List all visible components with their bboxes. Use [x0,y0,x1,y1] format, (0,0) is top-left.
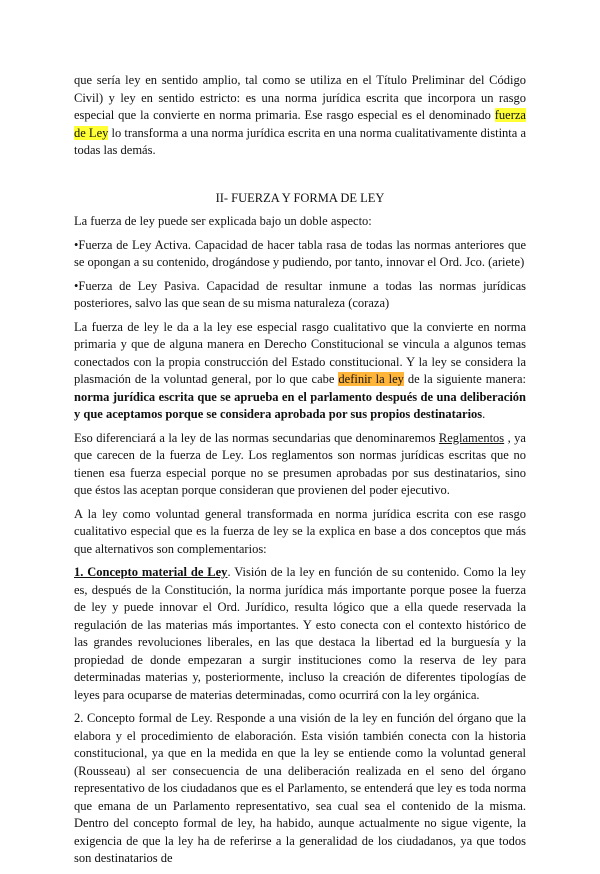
paragraph-voluntad-general: A la ley como voluntad general transformada en norma jurídica escrita con ese rasgo cualitativo especial que es la fuerza de ley se la explica en base a dos conceptos que más que alternativos son complementarios: [74,506,526,556]
bullet-ley-activa: •Fuerza de Ley Activa. Capacidad de hacer tabla rasa de todas las normas anteriores que se opongan a su contenido, drogándose y pudiendo, por tanto, innovar el Ord. Jco. (ariete) [74,237,526,269]
underline-reglamentos: Reglamentos [438,430,505,445]
text-span: lo transforma a una norma jurídica escrita en una norma cualitativamente distinta a todas las demás. [74,125,526,157]
highlight-fuerza-de-ley: fuerza de Ley [74,108,526,140]
text-span: . [482,407,486,421]
highlight-definir-ley: definir la ley [338,372,404,386]
text-span: de la siguiente manera: [403,372,526,386]
text-span: La fuerza de ley le da a la ley ese especial rasgo cualitativo que la convierte en norma primaria y que de alguna manera en Derecho Constitucional se vincula a algunos temas conectados con la propia construcción del Estado constitucional. Y la ley se considera la plasmación de la voluntad general, por lo que cabe [74,319,526,386]
text-span: . Visión de la ley en función de su contenido. Como la ley es, después de la Constitución, la norma jurídica más importante porque posee la fuerza de ley y puede innovar el Ord. Jurídico, resulta lógico que a ella quede reservada la regulación de las materias más importantes. Y esto conecta con el contexto histórico de las grandes revoluciones liberales, en las que destaca la libertad ed la burguesía y la propiedad de donde empezaran a surgir instituciones como la reserva de ley para determinadas materias y, posteriormente, incluso la creación de diferentes tipologías de leyes para ocuparse de materias determinadas, como ocurrirá con la ley orgánica. [74,565,526,702]
paragraph-fuerza-de-ley-intro [74,72,526,160]
paragraph-doble-aspecto: La fuerza de ley puede ser explicada bajo un doble aspecto: [74,214,372,228]
text-span: Eso diferenciará a la ley de las normas secundarias que denominaremos [74,430,439,445]
document-body [74,72,526,874]
bold-definition: norma jurídica escrita que se aprueba en el parlamento después de una deliberación y que aceptamos porque se considera aprobada por sus propios destinatarios [74,389,526,421]
text-span: que sería ley en sentido amplio, tal como se utiliza en el Título Preliminar del Código Civil) y ley en sentido estricto: es una norma jurídica escrita que incorpora un rasgo especial que la convierte en norma primaria. Ese rasgo especial es el denominado [74,73,526,122]
bullet-ley-pasiva: •Fuerza de Ley Pasiva. Capacidad de resultar inmune a todas las normas jurídicas posteriores, salvo las que sean de su misma naturaleza (coraza) [74,278,526,310]
section-heading: II- FUERZA Y FORMA DE LEY [215,190,385,205]
paragraph-fuerza-rasgo [74,319,526,424]
spacer [74,166,526,182]
paragraph-concepto-material [74,564,526,704]
paragraph-concepto-formal: 2. Concepto formal de Ley. Responde a una visión de la ley en función del órgano que la elabora y el procedimiento de elaboración. Esta visión también conecta con la historia constitucional, ya que en la medida en que la ley se entiende como la voluntad general (Rousseau) al ser consecuencia de una deliberación realizada en el seno del órgano representativo de los ciudadanos que es el Parlamento, se entenderá que ley es toda norma que emana de un Parlamento representativo, sea cual sea el contenido de la misma. Dentro del concepto formal de ley, ha habido, aunque actualmente no sigue vigente, la exigencia de que la ley ha de referirse a la generalidad de los ciudadanos, ya que todos son destinatarios de [74,711,526,865]
text-span: , ya que carecen de la fuerza de Ley. Los reglamentos son normas jurídicas escritas que no tienen esa fuerza especial porque no se presumen aprobadas por sus destinatarios, sino que éstos las aceptan porque consideran que provienen del poder ejecutivo. [74,430,526,497]
paragraph-reglamentos [74,430,526,500]
concepto-material-title: 1. Concepto material de Ley [74,565,228,579]
